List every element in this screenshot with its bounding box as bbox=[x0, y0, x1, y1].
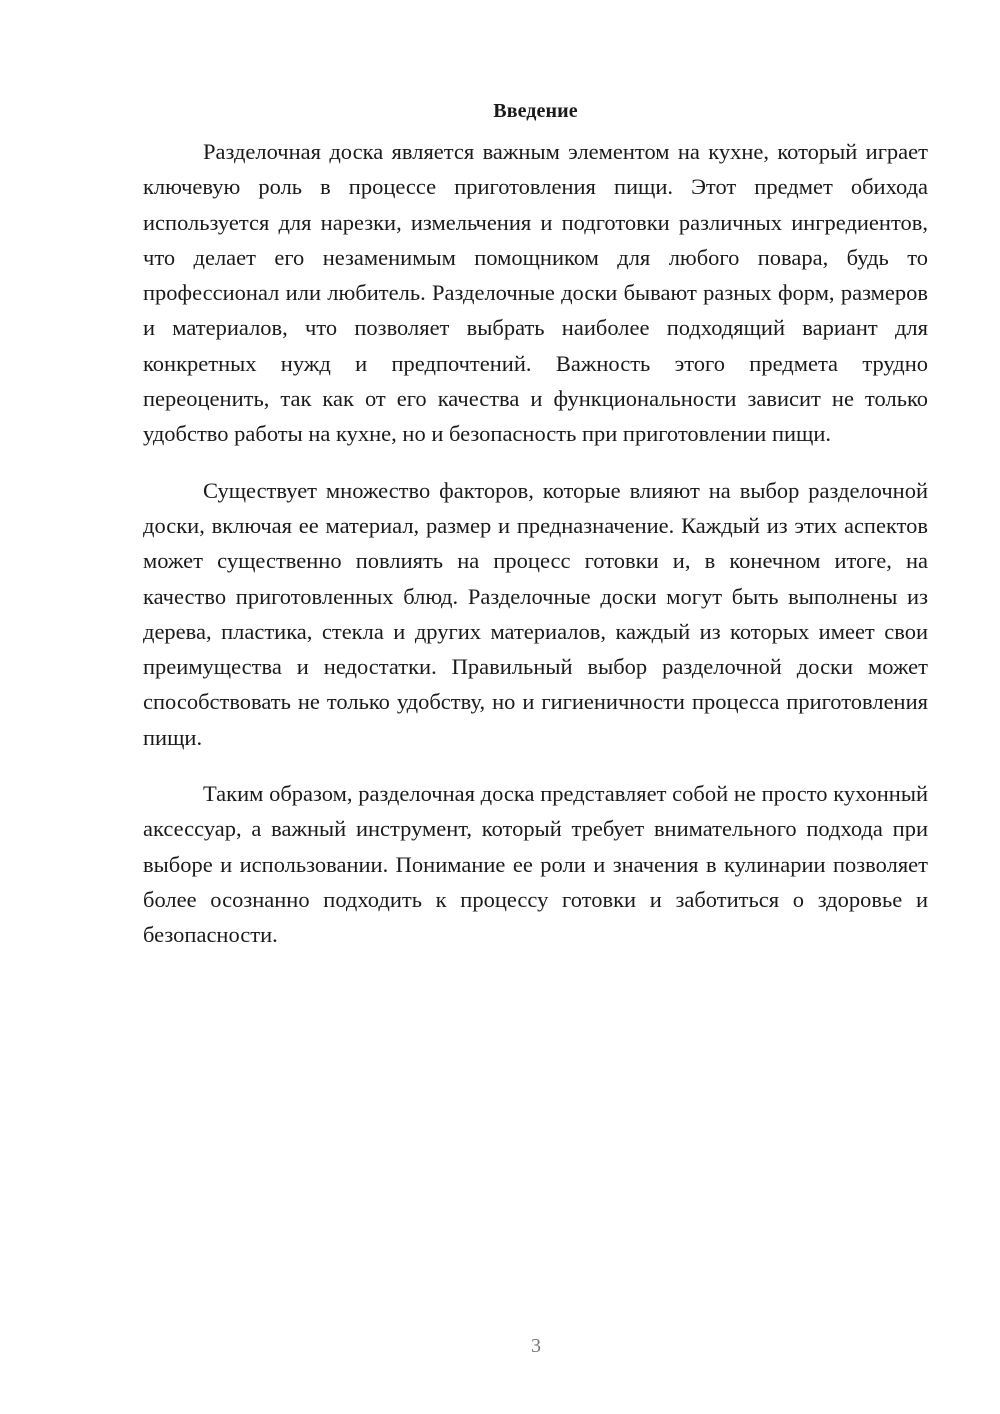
paragraph-1: Разделочная доска является важным элементом на кухне, который играет ключевую роль в процессе приготовления пищи. Этот предмет обихода используется для нарезки, измельчения и подготовки различных ингредиентов, что делает его незаменимым помощником для любого повара, будь то профессионал или любитель. Разделочные доски бывают разных форм, размеров и материалов, что позволяет выбрать наиболее подходящий вариант для конкретных нужд и предпочтений. Важность этого предмета трудно переоценить, так как от его качества и функциональности зависит не только удобство работы на кухне, но и безопасность при приготовлении пищи. bbox=[143, 139, 928, 447]
page-number: 3 bbox=[531, 1335, 541, 1357]
paragraph-3: Таким образом, разделочная доска представляет собой не просто кухонный аксессуар, а важный инструмент, который требует внимательного подхода при выборе и использовании. Понимание ее роли и значения в кулинарии позволяет более осознанно подходить к процессу готовки и заботиться о здоровье и безопасности. bbox=[143, 781, 928, 948]
page-content bbox=[143, 96, 928, 974]
paragraph-2: Существует множество факторов, которые влияют на выбор разделочной доски, включая ее материал, размер и предназначение. Каждый из этих аспектов может существенно повлиять на процесс готовки и, в конечном итоге, на качество приготовленных блюд. Разделочные доски могут быть выполнены из дерева, пластика, стекла и других материалов, каждый из которых имеет свои преимущества и недостатки. Правильный выбор разделочной доски может способствовать не только удобству, но и гигиеничности процесса приготовления пищи. bbox=[143, 477, 928, 750]
section-heading: Введение bbox=[493, 100, 578, 122]
